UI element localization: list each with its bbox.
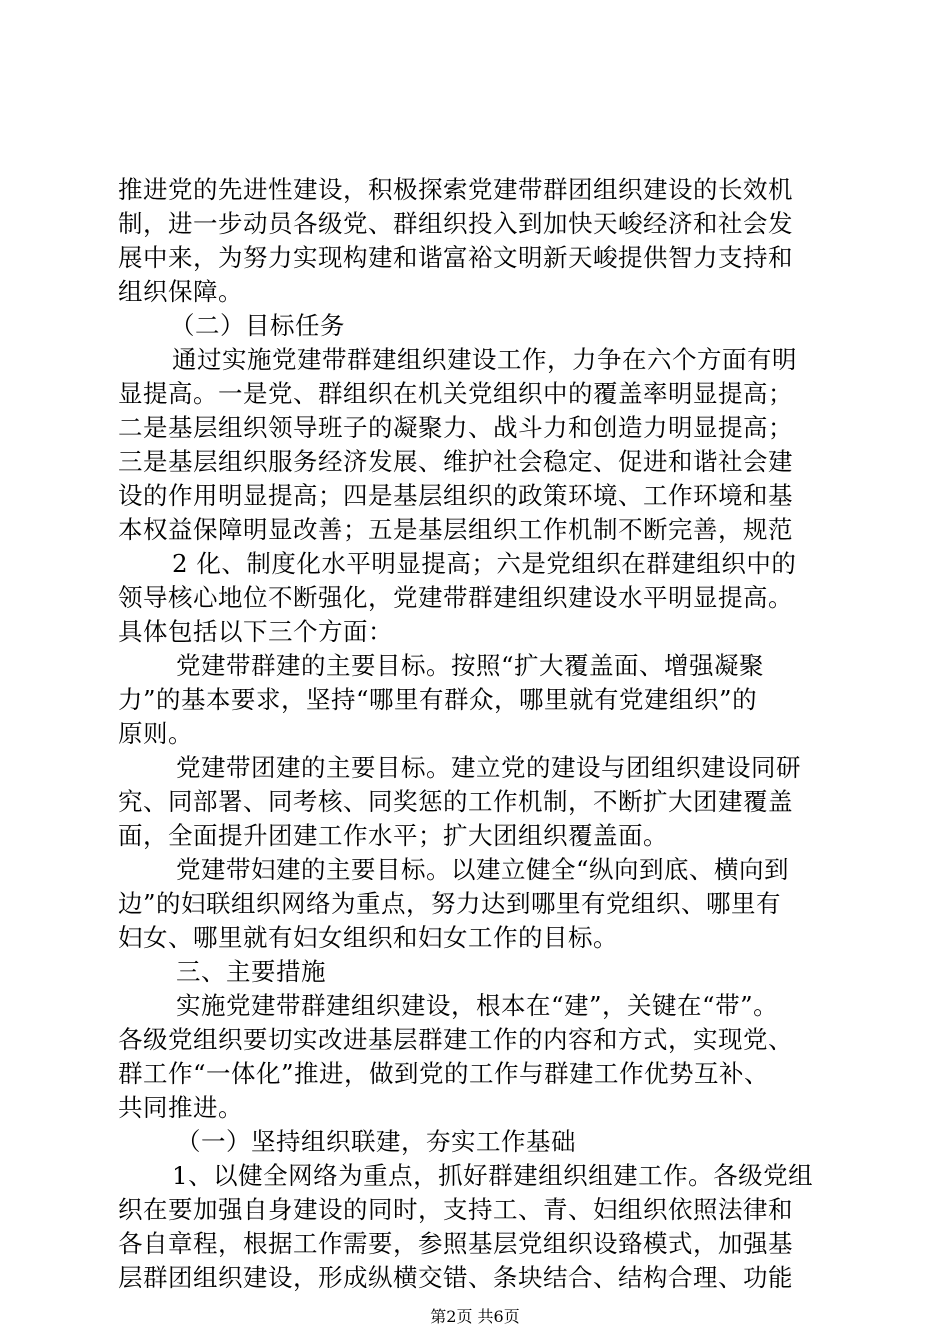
text-line: 通过实施党建带群建组织建设工作，力争在六个方面有明 bbox=[172, 345, 797, 374]
text-line: 二是基层组织领导班子的凝聚力、战斗力和创造力明显提高； bbox=[118, 413, 793, 442]
text-line: 原则。 bbox=[118, 719, 193, 748]
text-line: 本权益保障明显改善；五是基层组织工作机制不断完善，规范 bbox=[118, 515, 793, 544]
text-line: 织在要加强自身建设的同时，支持工、青、妇组织依照法律和 bbox=[118, 1195, 793, 1224]
text-line: 共同推进。 bbox=[118, 1093, 243, 1122]
section-heading: （一）坚持组织联建，夯实工作基础 bbox=[176, 1127, 576, 1156]
page-footer: 第2页 共6页 bbox=[430, 1307, 520, 1326]
text-line: 推进党的先进性建设，积极探索党建带群团组织建设的长效机 bbox=[118, 175, 793, 204]
text-line: 究、同部署、同考核、同奖惩的工作机制，不断扩大团建覆盖 bbox=[118, 787, 793, 816]
text-line: 组织保障。 bbox=[118, 277, 243, 306]
text-line: 妇女、哪里就有妇女组织和妇女工作的目标。 bbox=[118, 923, 618, 952]
section-heading: （二）目标任务 bbox=[170, 311, 345, 340]
text-line: 面，全面提升团建工作水平；扩大团组织覆盖面。 bbox=[118, 821, 668, 850]
text-line: 层群团组织建设，形成纵横交错、条块结合、结构合理、功能 bbox=[118, 1263, 793, 1292]
section-heading: 三、主要措施 bbox=[176, 957, 326, 986]
text-line: 三是基层组织服务经济发展、维护社会稳定、促进和谐社会建 bbox=[118, 447, 793, 476]
text-line: 党建带群建的主要目标。按照“扩大覆盖面、增强凝聚 bbox=[176, 651, 765, 680]
text-line: 各级党组织要切实改进基层群建工作的内容和方式，实现党、 bbox=[118, 1025, 793, 1054]
text-line: 领导核心地位不断强化，党建带群建组织建设水平明显提高。 bbox=[118, 583, 793, 612]
text-line: 边”的妇联组织网络为重点，努力达到哪里有党组织、哪里有 bbox=[118, 889, 782, 918]
text-line: 实施党建带群建组织建设，根本在“建”，关键在“带”。 bbox=[176, 991, 779, 1020]
text-line: 设的作用明显提高；四是基层组织的政策环境、工作环境和基 bbox=[118, 481, 793, 510]
text-line: 1、以健全网络为重点，抓好群建组织组建工作。各级党组 bbox=[172, 1161, 814, 1190]
text-line: 党建带团建的主要目标。建立党的建设与团组织建设同研 bbox=[176, 753, 801, 782]
text-line: 具体包括以下三个方面： bbox=[118, 617, 393, 646]
text-line: 力”的基本要求，坚持“哪里有群众，哪里就有党建组织”的 bbox=[118, 685, 758, 714]
text-line: 制，进一步动员各级党、群组织投入到加快天峻经济和社会发 bbox=[118, 209, 793, 238]
text-line: 群工作“一体化”推进，做到党的工作与群建工作优势互补、 bbox=[118, 1059, 770, 1088]
text-line: 2 化、制度化水平明显提高；六是党组织在群建组织中的 bbox=[172, 549, 797, 578]
text-line: 展中来，为努力实现构建和谐富裕文明新天峻提供智力支持和 bbox=[118, 243, 793, 272]
text-line: 党建带妇建的主要目标。以建立健全“纵向到底、横向到 bbox=[176, 855, 790, 884]
text-line: 显提高。一是党、群组织在机关党组织中的覆盖率明显提高； bbox=[118, 379, 793, 408]
text-line: 各自章程，根据工作需要，参照基层党组织设臵模式，加强基 bbox=[118, 1229, 793, 1258]
